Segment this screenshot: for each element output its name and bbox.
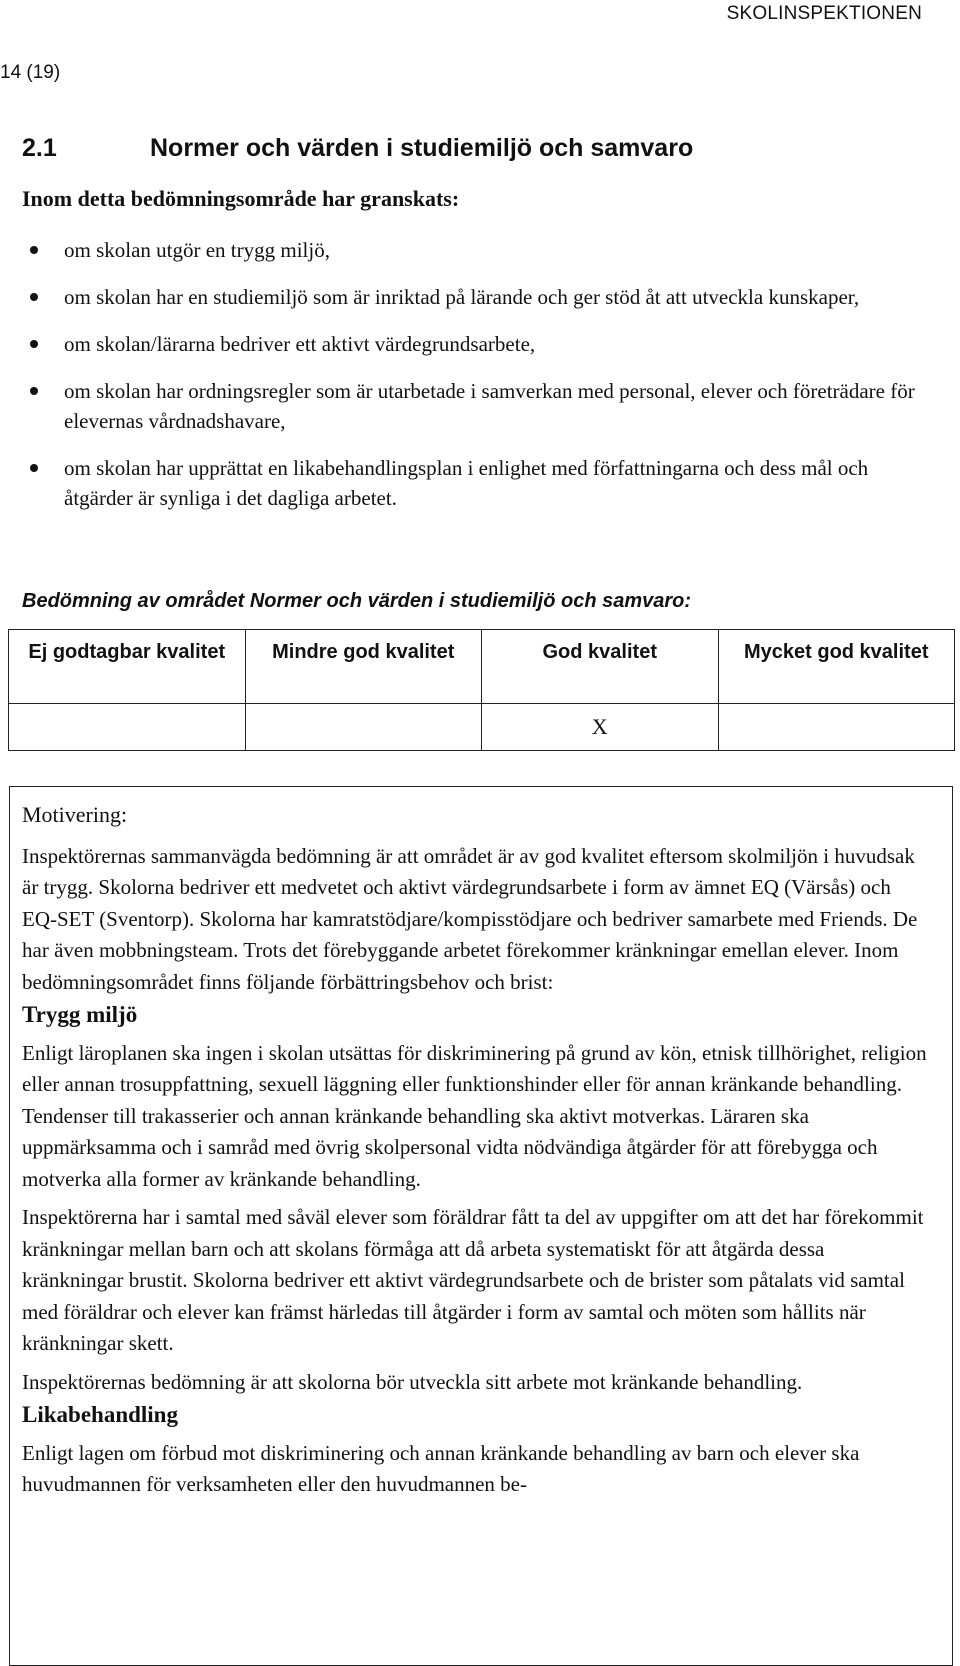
subheading-equal-treatment: Likabehandling (22, 1402, 178, 1427)
list-item-text: om skolan har ordningsregler som är utarbetade i samverkan med personal, elever och företrädare för elevernas vårdnadshavare, (64, 379, 915, 433)
grade-mark-lesser-good (245, 704, 482, 751)
motivation-paragraph: Inspektörernas bedömning är att skolorna bör utveckla sitt arbete mot kränkande behandling. (22, 1369, 803, 1394)
assessment-table (8, 629, 955, 751)
organization-name: SKOLINSPEKTIONEN (726, 3, 922, 24)
list-item (22, 235, 927, 265)
motivation-label-text: Motivering (22, 802, 121, 827)
list-item (22, 376, 927, 436)
motivation-label-colon: : (121, 802, 128, 827)
list-item-text: om skolan/lärarna bedriver ett aktivt värdegrundsarbete, (64, 332, 536, 356)
page-number: 14 (19) (0, 62, 61, 83)
grade-mark-good: X (482, 704, 719, 751)
grade-header-very-good: Mycket god kvalitet (718, 630, 955, 704)
assessment-heading: Bedömning av området Normer och värden i studiemiljö och samvaro: (22, 590, 692, 612)
bullet-icon (30, 293, 38, 301)
bullet-icon (30, 387, 38, 395)
bullet-icon (30, 340, 38, 348)
motivation-content (22, 799, 927, 1501)
bullet-icon (30, 246, 38, 254)
grade-mark-not-acceptable (9, 704, 246, 751)
section-number: 2.1 (22, 134, 57, 162)
subheading-safe-environment: Trygg miljö (22, 1002, 138, 1027)
list-item (22, 329, 927, 359)
section-heading (22, 134, 693, 163)
grade-header-good: God kvalitet (482, 630, 719, 704)
motivation-label (22, 799, 927, 831)
grade-header-not-acceptable: Ej godtagbar kvalitet (9, 630, 246, 704)
list-item-text: om skolan har en studiemiljö som är inriktad på lärande och ger stöd åt att utveckla kunskaper, (64, 285, 860, 309)
list-item (22, 453, 927, 513)
list-item-text: om skolan utgör en trygg miljö, (64, 238, 330, 262)
motivation-paragraph: Inspektörernas sammanvägda bedömning är att området är av god kvalitet eftersom skolmiljön i huvudsak är trygg. Skolorna bedriver ett medvetet och aktivt värdegrundsarbete i form av ämnet EQ (Värsås) och EQ-SET (Sventorp). Skolorna har kamratstödjare/kompisstödjare och bedriver samarbete med Friends. De har även mobbningsteam. Trots det förebyggande arbetet förekommer kränkningar emellan elever. Inom bedömningsområdet finns följande förbättringsbehov och brist: (22, 843, 918, 994)
motivation-paragraph: Inspektörerna har i samtal med såväl elever som föräldrar fått ta del av uppgifter om att det har förekommit kränkningar mellan barn och att skolans förmåga att då arbeta systematiskt för att åtgärda dessa kränkningar brustit. Skolorna bedriver ett aktivt värdegrundsarbete och de brister som påtalats vid samtal med föräldrar och elever kan främst härledas till åtgärder i form av samtal och möten som hållits när kränkningar skett. (22, 1205, 924, 1355)
motivation-paragraph: Enligt läroplanen ska ingen i skolan utsättas för diskriminering på grund av kön, etnisk tillhörighet, religion eller annan trosuppfattning, sexuell läggning eller funktionshinder eller för annan kränkande behandling. Tendenser till trakasserier och annan kränkande behandling ska aktivt motverkas. Läraren ska uppmärksamma och i samråd med övrig skolpersonal vidta nödvändiga åtgärder för att förebygga och motverka alla former av kränkande behandling. (22, 1040, 927, 1191)
section-title: Normer och värden i studiemiljö och samvaro (150, 134, 694, 162)
list-item-text: om skolan har upprättat en likabehandlingsplan i enlighet med författningarna och dess mål och åtgärder är synliga i det dagliga arbetet. (64, 456, 869, 510)
grade-mark-very-good (718, 704, 955, 751)
list-item (22, 282, 927, 312)
bullet-icon (30, 464, 38, 472)
criteria-list (22, 235, 927, 513)
grade-header-lesser-good: Mindre god kvalitet (245, 630, 482, 704)
section-intro: Inom detta bedömningsområde har granskats: (22, 186, 460, 211)
motivation-paragraph: Enligt lagen om förbud mot diskriminering och annan kränkande behandling av barn och elever ska huvudmannen för verksamheten eller den huvudmannen be- (22, 1440, 860, 1496)
